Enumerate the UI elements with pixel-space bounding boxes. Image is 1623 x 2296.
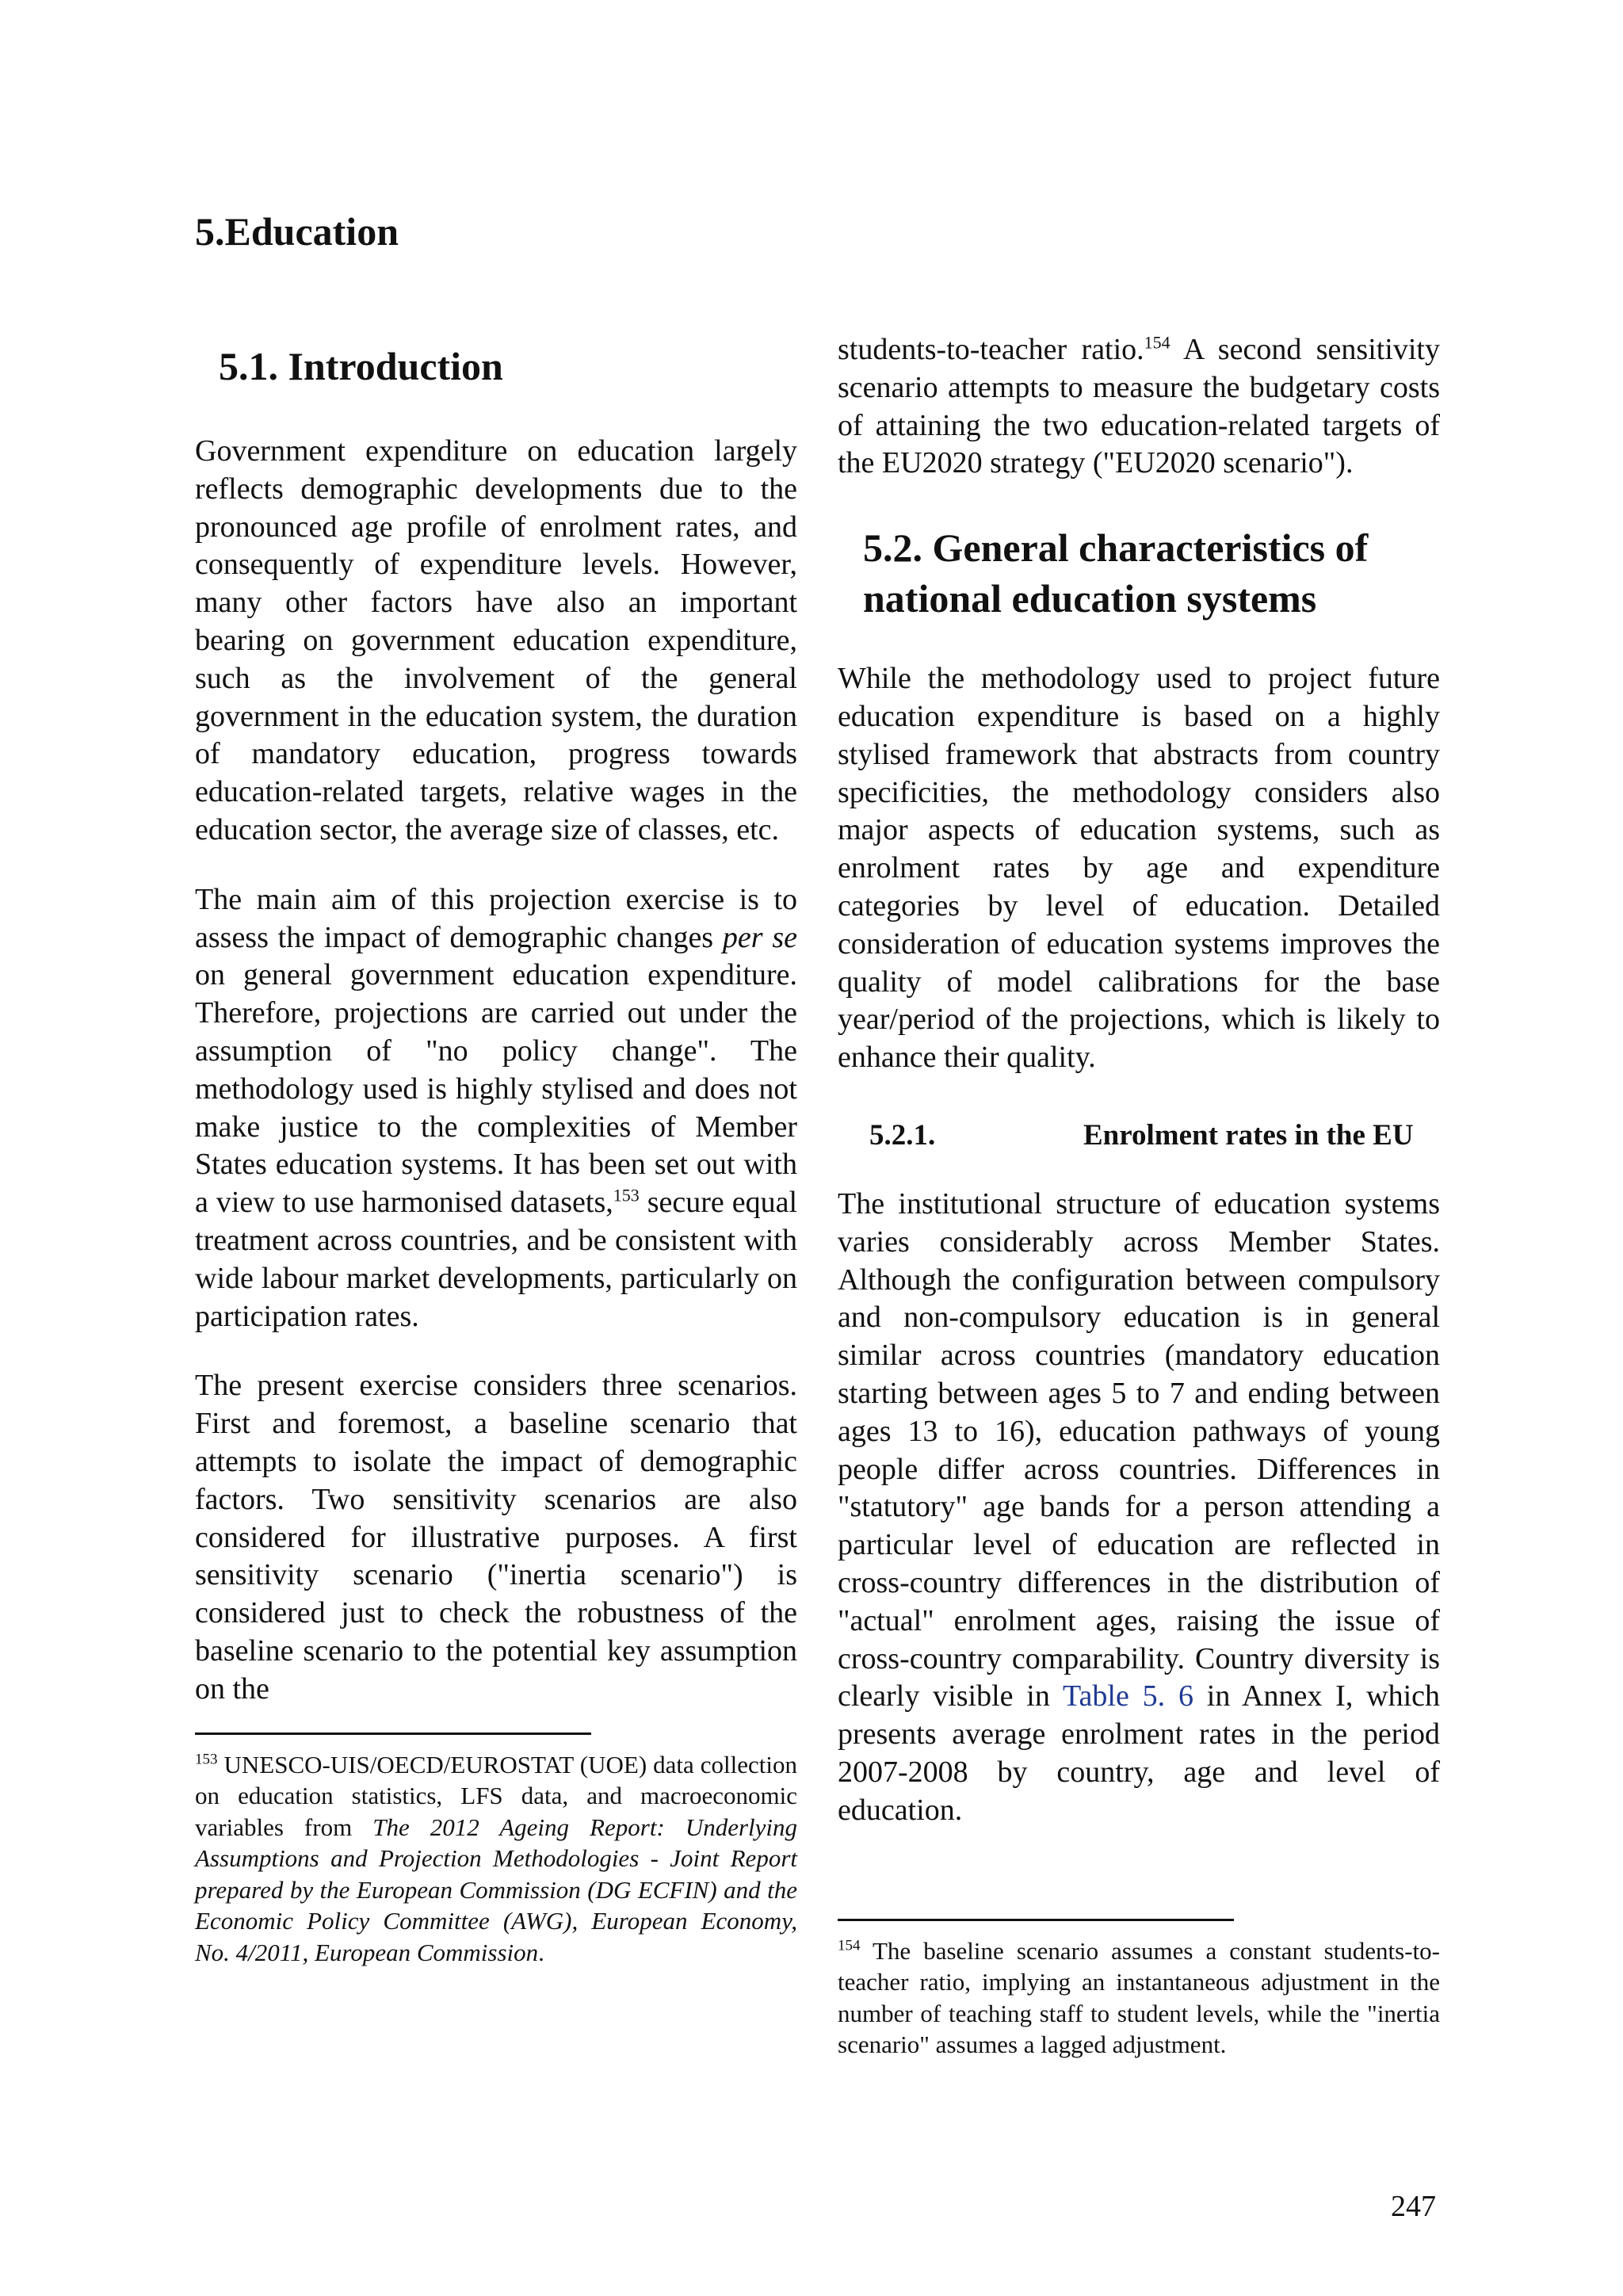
page-number: 247 [1391, 2190, 1436, 2223]
footnote-divider [838, 1919, 1234, 1921]
left-column [195, 341, 797, 1969]
paragraph-intro-1: Government expenditure on education largely reflects demographic developments due to the pronounced age profile of enrolment rates, and consequently of expenditure levels. However, many other factors have also an important bearing on government education expenditure, such as the involvement of the general government in the education system, the duration of mandatory education, progress towards education-related targets, relative wages in the education sector, the average size of classes, etc. [195, 434, 797, 846]
chapter-title-text: Education [224, 209, 399, 254]
paragraph-enrolment-1: The institutional structure of education systems varies considerably across Member States. Although the configuration between compulsory and non-compulsory education is in general similar across countries (mandatory education starting between ages 5 to 7 and ending between ages 13 to 16), education pathways of young people differ across countries. Differences in "statutory" age bands for a person attending a particular level of education are reflected in cross-country differences in the distribution of "actual" enrolment ages, raising the issue of cross-country comparability. Country diversity is clearly visible in Table 5. 6 in Annex I, which presents average enrolment rates in the period 2007-2008 by country, age and level of education. [838, 1186, 1440, 1827]
table-5-6-link[interactable]: Table 5. 6 [1063, 1679, 1193, 1713]
footnote-mark: 154 [838, 1937, 861, 1954]
paragraph-intro-3-continued: students-to-teacher ratio.$^{154}$ A second sensitivity scenario attempts to measure the budgetary costs of attaining the two education-related targets of the EU2020 strategy ("EU2020 scenario"). [838, 332, 1440, 480]
paragraph-intro-2: The main aim of this projection exercise is to assess the impact of demographic changes per se on general government education expenditure. Therefore, projections are carried out under the assumption of "no policy change". The methodology used is highly stylised and does not make justice to the complexities of Member States education systems. It has been set out with a view to use harmonised datasets,$^{153}$ secure equal treatment across countries, and be consistent with wide labour market developments, particularly on participation rates. [195, 882, 798, 1333]
section-title-line1: General characteristics of [932, 525, 1369, 571]
section-title: Introduction [288, 344, 503, 388]
paragraph-general-1: While the methodology used to project future education expenditure is based on a highly stylised framework that abstracts from country specificities, the methodology considers also major aspects of education systems, such as enrolment rates by age and expenditure categories by level of education. Detailed consideration of education systems improves the quality of model calibrations for the base year/period of the projections, which is likely to enhance their quality. [838, 662, 1440, 1075]
footnote-mark: 153 [195, 1751, 218, 1768]
footnote-ref-153[interactable]: 153 [613, 1185, 640, 1205]
chapter-number: 5. [195, 209, 225, 254]
subsection-number: 5.2.1. [869, 1118, 936, 1152]
section-heading-general-characteristics [838, 522, 1440, 624]
chapter-title [195, 208, 399, 255]
footnote-154: $^{154}$ The baseline scenario assumes a constant students-to-teacher ratio, implying an instantaneous adjustment in the number of teaching staff to student levels, while the "inertia scenario" assumes a lagged adjustment. [838, 1936, 1440, 2059]
section-title-line2: national education systems [863, 576, 1317, 621]
right-column [838, 331, 1440, 2061]
subsection-heading-enrolment [838, 1117, 1440, 1154]
subsection-title: Enrolment rates in the EU [1083, 1118, 1414, 1152]
section-heading-introduction [195, 341, 797, 392]
footnote-ref-154[interactable]: 154 [1144, 332, 1170, 353]
footnotes-right [838, 1919, 1440, 2061]
footnote-153: $^{153}$ UNESCO-UIS/OECD/EUROSTAT (UOE) data collection on education statistics, LFS data, and macroeconomic variables from The 2012 Ageing Report: Underlying Assumptions and Projection Methodologies - Joint Report prepared by the European Commission (DG ECFIN) and the Economic Policy Committee (AWG), European Economy, No. 4/2011, European Commission. [195, 1750, 798, 1967]
footnotes-left [195, 1733, 797, 1969]
section-number: 5.1. [219, 344, 278, 388]
italic-per-se: per se [722, 920, 798, 954]
paragraph-intro-3: The present exercise considers three scenarios. First and foremost, a baseline scenario that attempts to isolate the impact of demographic factors. Two sensitivity scenarios are also considered for illustrative purposes. A first sensitivity scenario ("inertia scenario") is considered just to check the robustness of the baseline scenario to the potential key assumption on the [195, 1369, 797, 1706]
footnote-divider [195, 1733, 591, 1735]
section-number: 5.2. [863, 525, 922, 571]
